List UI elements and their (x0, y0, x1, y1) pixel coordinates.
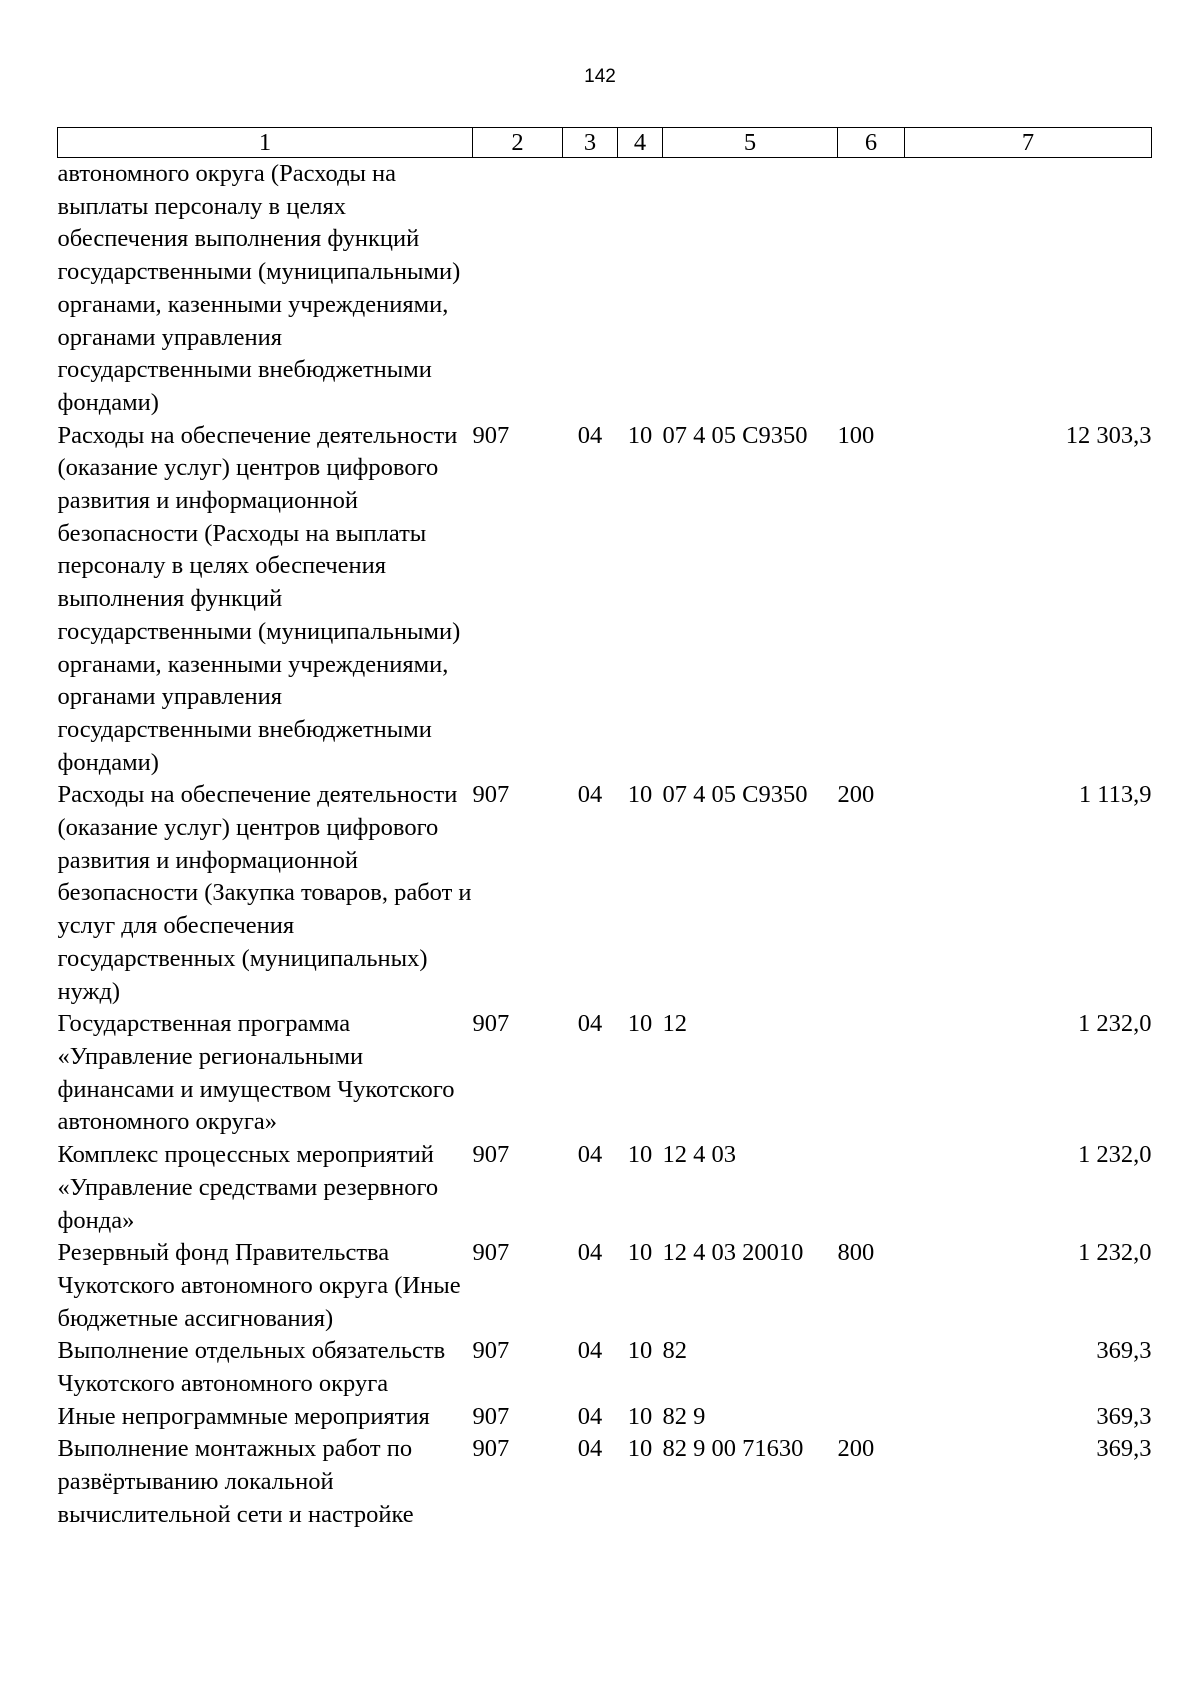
row-target-article: 07 4 05 С9350 (662, 421, 808, 449)
row-ministry-code (473, 158, 563, 420)
row-ministry-code: 907 (472, 1010, 510, 1038)
table-header-row (58, 128, 1152, 158)
row-subsection (618, 158, 663, 420)
row-target-article: 82 9 (662, 1402, 706, 1430)
column-header: 1 (58, 128, 473, 158)
table-row (58, 420, 1152, 780)
table-row (58, 1008, 1152, 1139)
row-section: 04 (577, 1435, 603, 1463)
row-section: 04 (577, 1141, 603, 1169)
row-subsection: 10 (627, 1337, 653, 1365)
row-name: Выполнение отдельных обязательств Чукотского автономного округа (57, 1337, 446, 1398)
row-ministry-code: 907 (472, 781, 510, 809)
row-name: Расходы на обеспечение деятельности (оказание услуг) центров цифрового развития и информационной безопасности (Расходы на выплаты персоналу в целях обеспечения выполнения функций государственными (муниципальными) органами, казенными учреждениями, органами управления государственными внебюджетными фондами) (57, 421, 461, 776)
row-subsection: 10 (627, 1010, 653, 1038)
table-row (58, 1335, 1152, 1400)
row-subsection: 10 (627, 421, 653, 449)
table-row (58, 1433, 1152, 1531)
column-header: 7 (905, 128, 1152, 158)
row-amount: 369,3 (1096, 1435, 1152, 1463)
row-subsection: 10 (627, 1239, 653, 1267)
row-amount: 1 113,9 (1078, 781, 1152, 809)
row-section: 04 (577, 1337, 603, 1365)
row-subsection: 10 (627, 781, 653, 809)
table-row (58, 1401, 1152, 1434)
column-header: 4 (618, 128, 663, 158)
row-expense-type: 200 (837, 781, 875, 809)
row-subsection: 10 (627, 1402, 653, 1430)
row-amount: 369,3 (1096, 1402, 1152, 1430)
row-ministry-code: 907 (472, 1337, 510, 1365)
row-name: автономного округа (Расходы на выплаты персоналу в целях обеспечения выполнения функций государственными (муниципальными) органами, казенными учреждениями, органами управления государственными внебюджетными фондами) (57, 160, 461, 416)
column-header: 6 (838, 128, 905, 158)
row-section: 04 (577, 781, 603, 809)
row-subsection: 10 (627, 1435, 653, 1463)
row-amount: 12 303,3 (1065, 421, 1152, 449)
row-ministry-code: 907 (472, 421, 510, 449)
row-ministry-code: 907 (472, 1239, 510, 1267)
row-section (563, 158, 618, 420)
row-expense-type (838, 1335, 905, 1400)
row-name: Резервный фонд Правительства Чукотского автономного округа (Иные бюджетные ассигнования) (57, 1239, 461, 1332)
column-header: 3 (563, 128, 618, 158)
column-header: 5 (663, 128, 838, 158)
row-ministry-code: 907 (472, 1402, 510, 1430)
row-section: 04 (577, 1239, 603, 1267)
row-amount: 369,3 (1096, 1337, 1152, 1365)
row-expense-type: 100 (837, 421, 875, 449)
page-number: 142 (584, 66, 616, 87)
row-section: 04 (577, 1402, 603, 1430)
row-expense-type: 200 (837, 1435, 875, 1463)
row-name: Выполнение монтажных работ по развёртыванию локальной вычислительной сети и настройке (57, 1435, 414, 1528)
row-name: Иные непрограммные мероприятия (57, 1402, 430, 1430)
row-target-article: 12 4 03 20010 (662, 1239, 804, 1267)
row-name: Комплекс процессных мероприятий «Управление средствами резервного фонда» (57, 1141, 439, 1234)
row-subsection: 10 (627, 1141, 653, 1169)
row-expense-type (838, 1008, 905, 1139)
row-expense-type (838, 1401, 905, 1434)
row-ministry-code: 907 (472, 1435, 510, 1463)
row-name: Расходы на обеспечение деятельности (оказание услуг) центров цифрового развития и информационной безопасности (Закупка товаров, работ и услуг для обеспечения государственных (муниципальных) нужд) (57, 781, 472, 1005)
row-name: Государственная программа «Управление региональными финансами и имуществом Чукотского автономного округа» (57, 1010, 455, 1136)
row-target-article: 07 4 05 С9350 (662, 781, 808, 809)
row-amount: 1 232,0 (1078, 1141, 1152, 1169)
row-target-article: 12 (662, 1010, 687, 1038)
row-amount: 1 232,0 (1078, 1239, 1152, 1267)
row-target-article (663, 158, 838, 420)
row-ministry-code: 907 (472, 1141, 510, 1169)
row-expense-type (838, 158, 905, 420)
table-row (58, 158, 1152, 420)
row-expense-type: 800 (837, 1239, 875, 1267)
column-header: 2 (473, 128, 563, 158)
row-target-article: 82 (662, 1337, 687, 1365)
row-expense-type (838, 1139, 905, 1237)
row-section: 04 (577, 421, 603, 449)
row-section: 04 (577, 1010, 603, 1038)
table-row (58, 1237, 1152, 1335)
row-amount (905, 158, 1152, 420)
budget-table (57, 127, 1152, 1532)
row-target-article: 82 9 00 71630 (662, 1435, 804, 1463)
table-row (58, 779, 1152, 1008)
table-row (58, 1139, 1152, 1237)
row-amount: 1 232,0 (1078, 1010, 1152, 1038)
row-target-article: 12 4 03 (662, 1141, 736, 1169)
